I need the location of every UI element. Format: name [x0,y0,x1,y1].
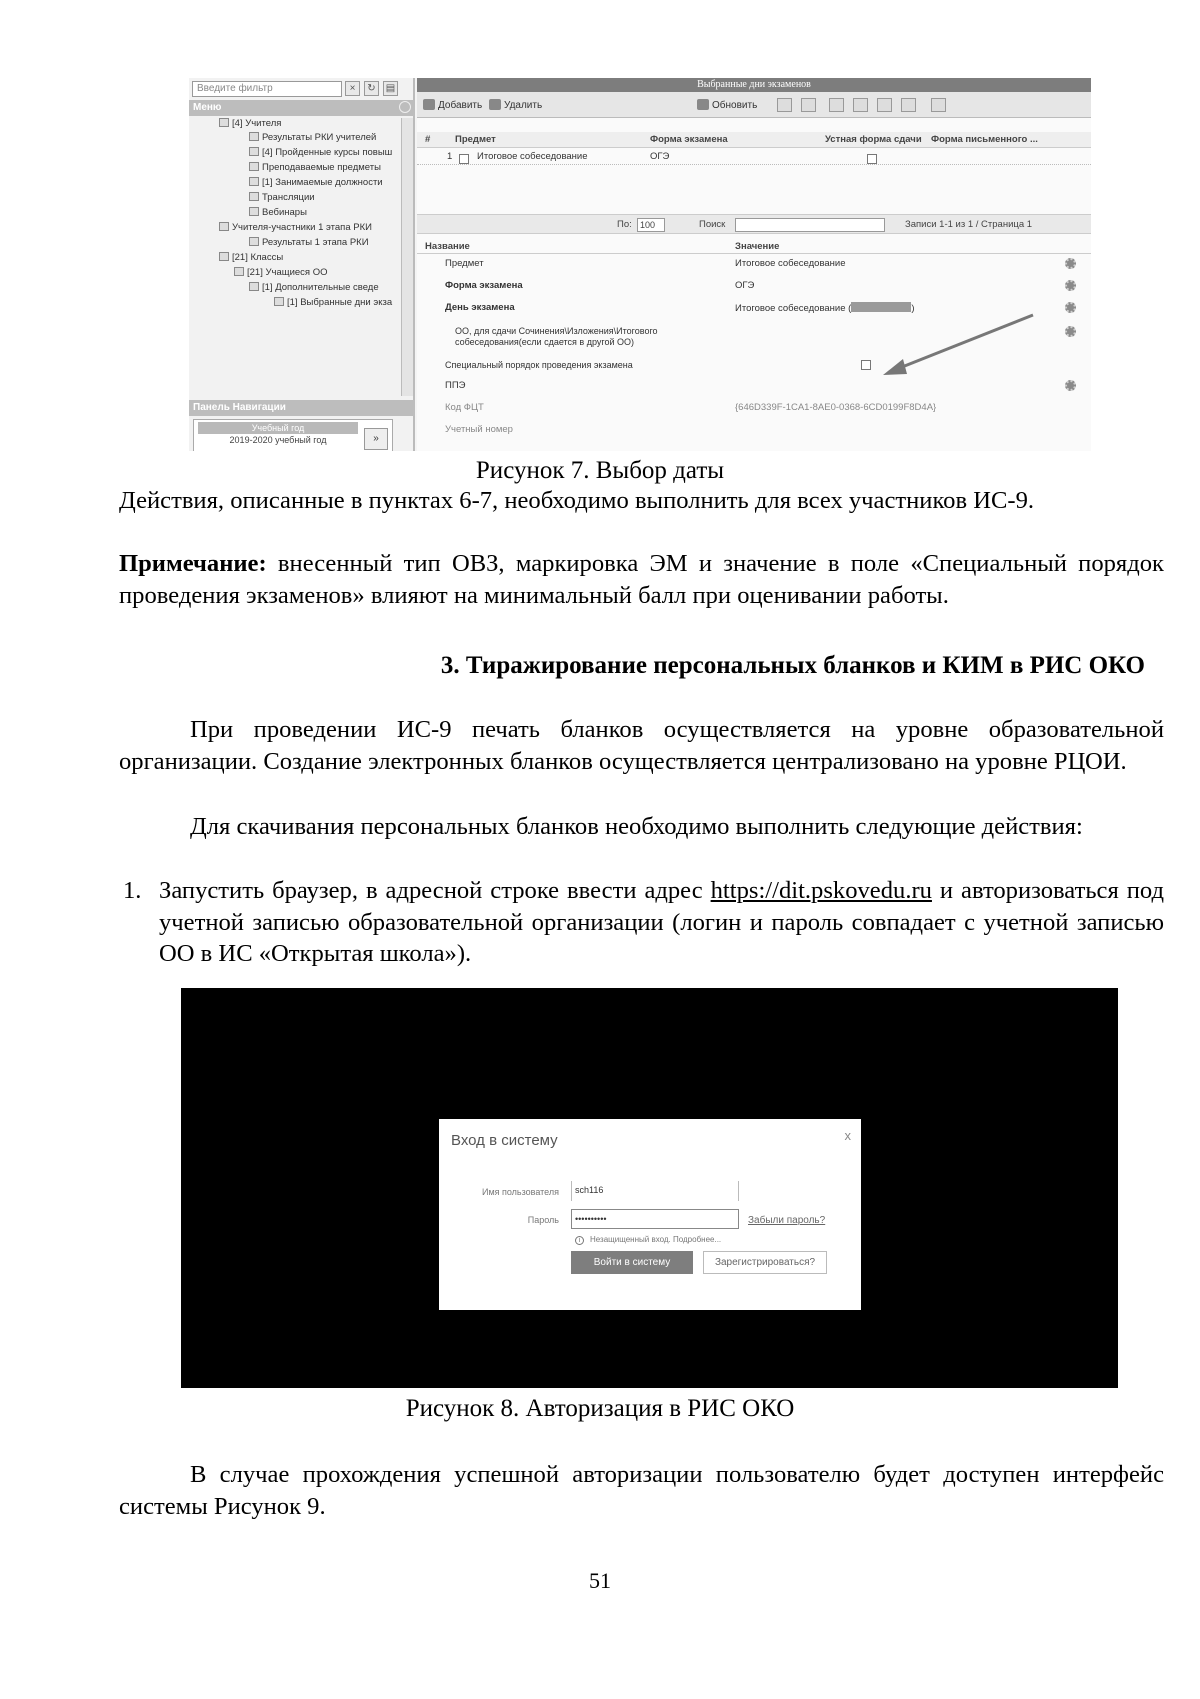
tree-item[interactable]: Преподаваемые предметы [249,162,381,174]
folder-icon [234,267,244,276]
col-form[interactable]: Форма экзамена [650,134,728,145]
refresh-icon[interactable]: ↻ [364,81,379,96]
page-size-select[interactable]: 100 [637,218,665,232]
add-button[interactable]: Добавить [423,98,482,113]
page-number: 51 [589,1568,611,1593]
table-icon [249,237,259,246]
tree-item[interactable]: [4] Учителя [219,118,281,130]
left-panel [189,78,415,451]
list-number: 1. [123,877,142,904]
right-panel: Выбранные дни экзаменов Добавить Удалить Обновить # Предмет Форма экзамена Устная форма сдачи Форма письменного ... 1 Итоговое собеседование ОГЭ По: 100 Поиск Записи 1-1 из 1 / Страница 1 Название Значение Предмет Итоговое собеседование Форма экзамена ОГЭ День экзамена Итоговое собеседование ( ) ОО, для сдачи Сочинения\Изложения\Итогового собеседования(если сдается в другой ОО) Специальный порядок проведения экзамена ППЭ Код ФЦТ {646D339F-1CA1-8AE0-0368-6CD0199F8D4A} Учетный номер [417,78,1091,451]
forgot-password-link[interactable]: Забыли пароль? [748,1215,826,1226]
paragraph: Действия, описанные в пунктах 6-7, необходимо выполнить для всех участников ИС-9. [119,487,1035,514]
search-label: Поиск [699,219,726,230]
site-link[interactable]: https://dit.pskovedu.ru [710,877,932,904]
tree-item[interactable]: [21] Классы [219,252,283,264]
password-field[interactable]: •••••••••• [571,1209,739,1229]
col-num: # [425,134,431,145]
paragraph: Для скачивания персональных бланков необходимо выполнить следующие действия: [190,813,1083,840]
tree-item[interactable]: [4] Пройденные курсы повыш [249,147,392,159]
info-icon: i [575,1236,584,1245]
nav-card-value: 2019-2020 учебный год [229,435,327,445]
table-icon [249,207,259,216]
menu-scrollbar[interactable] [401,118,413,396]
menu-tree [189,118,401,396]
refresh-button[interactable]: Обновить [697,98,757,113]
figure-7-caption: Рисунок 7. Выбор даты [475,457,725,484]
login-button[interactable]: Войти в систему [571,1251,693,1274]
table-icon [249,132,259,141]
figure-8-caption: Рисунок 8. Авторизация в РИС ОКО [405,1395,795,1422]
clear-filter-button[interactable]: × [345,81,360,96]
folder-icon [249,282,259,291]
figure-8-screenshot [181,988,1118,1388]
open-button[interactable]: » [364,428,388,450]
table-icon [249,162,259,171]
note-text: внесенный тип ОВЗ, маркировка ЭМ и значение в поле «Специальный порядок проведения экзаменов» влияют на минимальный балл при оценивании работы. [119,550,1164,609]
collapse-icon[interactable] [399,101,411,113]
layout-icon[interactable]: ▤ [383,81,398,96]
figure-7-screenshot [189,78,1091,451]
note-label: Примечание: [119,550,267,577]
menu-title: Меню [193,102,222,113]
menu-panel-header [189,100,415,116]
nav-panel-title: Панель Навигации [193,402,286,413]
tree-item[interactable]: Результаты РКИ учителей [249,132,376,144]
prop-value-header: Значение [735,241,780,252]
username-label: Имя пользователя [481,1187,559,1197]
tree-item[interactable]: Учителя-участники 1 этапа РКИ [219,222,372,234]
records-info: Записи 1-1 из 1 / Страница 1 [905,219,1033,230]
table-icon [274,297,284,306]
tree-item[interactable]: Результаты 1 этапа РКИ [249,237,369,249]
username-field[interactable]: sch116 [571,1181,739,1201]
paragraph: При проведении ИС-9 печать бланков осуществляется на уровне образовательной организации. Создание электронных бланков осуществляется централизовано на уровне РЦОИ. [119,716,1164,775]
row-form: ОГЭ [650,151,670,162]
close-icon[interactable]: x [844,1128,851,1143]
table-icon [249,177,259,186]
nav-card-title: Учебный год [198,422,358,434]
table-icon [249,147,259,156]
col-subject[interactable]: Предмет [455,134,496,145]
row-subject: Итоговое собеседование [477,151,588,162]
tree-item[interactable]: Трансляции [249,192,315,204]
insecure-note: i Незащищенный вход. Подробнее... [575,1235,721,1245]
register-button[interactable]: Зарегистрироваться? [703,1251,827,1274]
tree-item[interactable]: [1] Дополнительные сведе [249,282,379,294]
nav-panel-header [189,400,415,416]
note-paragraph [119,548,1164,611]
tree-item[interactable]: Вебинары [249,207,307,219]
delete-button[interactable]: Удалить [489,98,542,113]
window-title: Выбранные дни экзаменов [417,78,1091,92]
tree-item[interactable]: [1] Занимаемые должности [249,177,383,189]
tree-item-selected[interactable]: [1] Выбранные дни экза [274,297,392,309]
section-heading: 3. Тиражирование персональных бланков и КИМ в РИС ОКО [440,652,1145,679]
dialog-title: Вход в систему [451,1132,558,1149]
table-icon [249,192,259,201]
login-dialog [439,1119,861,1310]
folder-icon [219,222,229,231]
folder-icon [219,118,229,127]
page-size-label: По: [617,219,632,230]
password-label: Пароль [527,1215,559,1225]
tree-item[interactable]: [21] Учащиеся ОО [234,267,327,279]
filter-input[interactable]: Введите фильтр [192,81,342,97]
folder-icon [219,252,229,261]
col-oral[interactable]: Устная форма сдачи [825,134,922,145]
row-num: 1 [447,151,453,162]
annotation-arrow [417,78,1091,451]
paragraph: В случае прохождения успешной авторизации пользователю будет доступен интерфейс системы Рисунок 9. [119,1461,1164,1520]
col-written[interactable]: Форма письменного ... [931,134,1038,145]
prop-name-header: Название [425,241,470,252]
nav-card-school-year[interactable] [193,419,393,451]
